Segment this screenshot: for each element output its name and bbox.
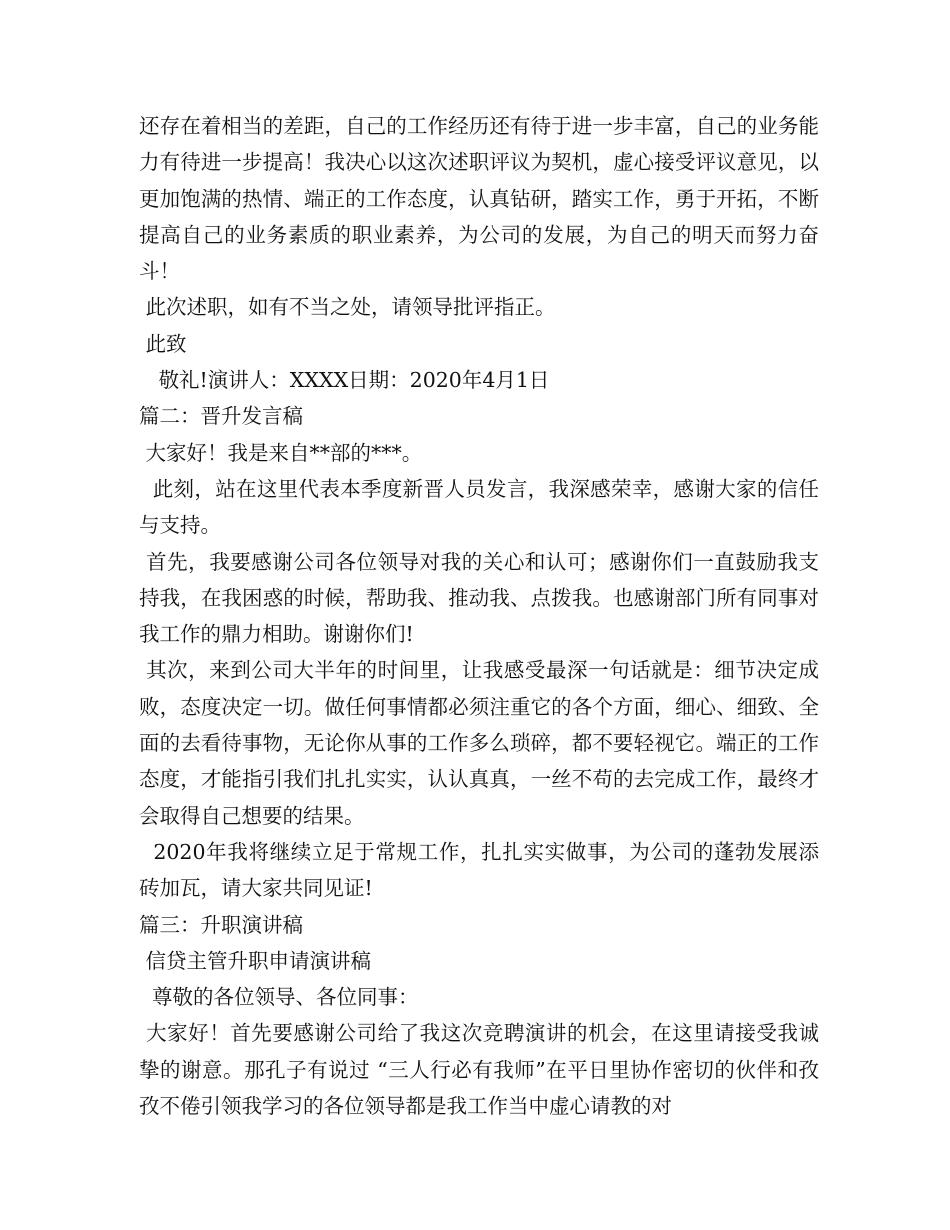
paragraph: 2020年我将继续立足于常规工作，扎扎实实做事，为公司的蓬勃发展添砖加瓦，请大家共同见证! [139, 839, 819, 901]
signature-line: 敬礼!演讲人：XXXX日期：2020年4月1日 [139, 368, 550, 393]
section-heading: 篇二：晋升发言稿 [139, 404, 303, 429]
document-body [139, 108, 819, 1124]
paragraph: 此次述职，如有不当之处，请领导批评指正。 [139, 295, 556, 320]
paragraph: 首先，我要感谢公司各位领导对我的关心和认可；感谢你们一直鼓励我支持我，在我困惑的时候，帮助我、推动我、点拨我。也感谢部门所有同事对我工作的鼎力相助。谢谢你们! [139, 549, 819, 647]
paragraph: 大家好！我是来自**部的***。 [139, 440, 423, 465]
section-heading: 篇三：升职演讲稿 [139, 912, 303, 937]
paragraph: 其次，来到公司大半年的时间里，让我感受最深一句话就是：细节决定成败，态度决定一切。做任何事情都必须注重它的各个方面，细心、细致、全面的去看待事物，无论你从事的工作多么琐碎，都不要轻视它。端正的工作态度，才能指引我们扎扎实实，认认真真，一丝不苟的去完成工作，最终才会取得自己想要的结果。 [139, 658, 819, 828]
subheading: 信贷主管升职申请演讲稿 [139, 948, 372, 973]
paragraph: 还存在着相当的差距，自己的工作经历还有待于进一步丰富，自己的业务能力有待进一步提高！我决心以这次述职评议为契机，虚心接受评议意见，以更加饱满的热情、端正的工作态度，认真钻研，踏实工作，勇于开拓，不断提高自己的业务素质的职业素养，为公司的发展，为自己的明天而努力奋斗！ [139, 114, 819, 284]
paragraph: 此致 [139, 331, 187, 356]
paragraph: 此刻，站在这里代表本季度新晋人员发言，我深感荣幸，感谢大家的信任与支持。 [139, 476, 819, 538]
paragraph: 大家好！首先要感谢公司给了我这次竞聘演讲的机会，在这里请接受我诚挚的谢意。那孔子有说过 “三人行必有我师”在平日里协作密切的伙伴和孜孜不倦引领我学习的各位领导都是我工作当中虚心请教的对 [139, 1021, 819, 1119]
salutation: 尊敬的各位领导、各位同事： [139, 985, 419, 1010]
